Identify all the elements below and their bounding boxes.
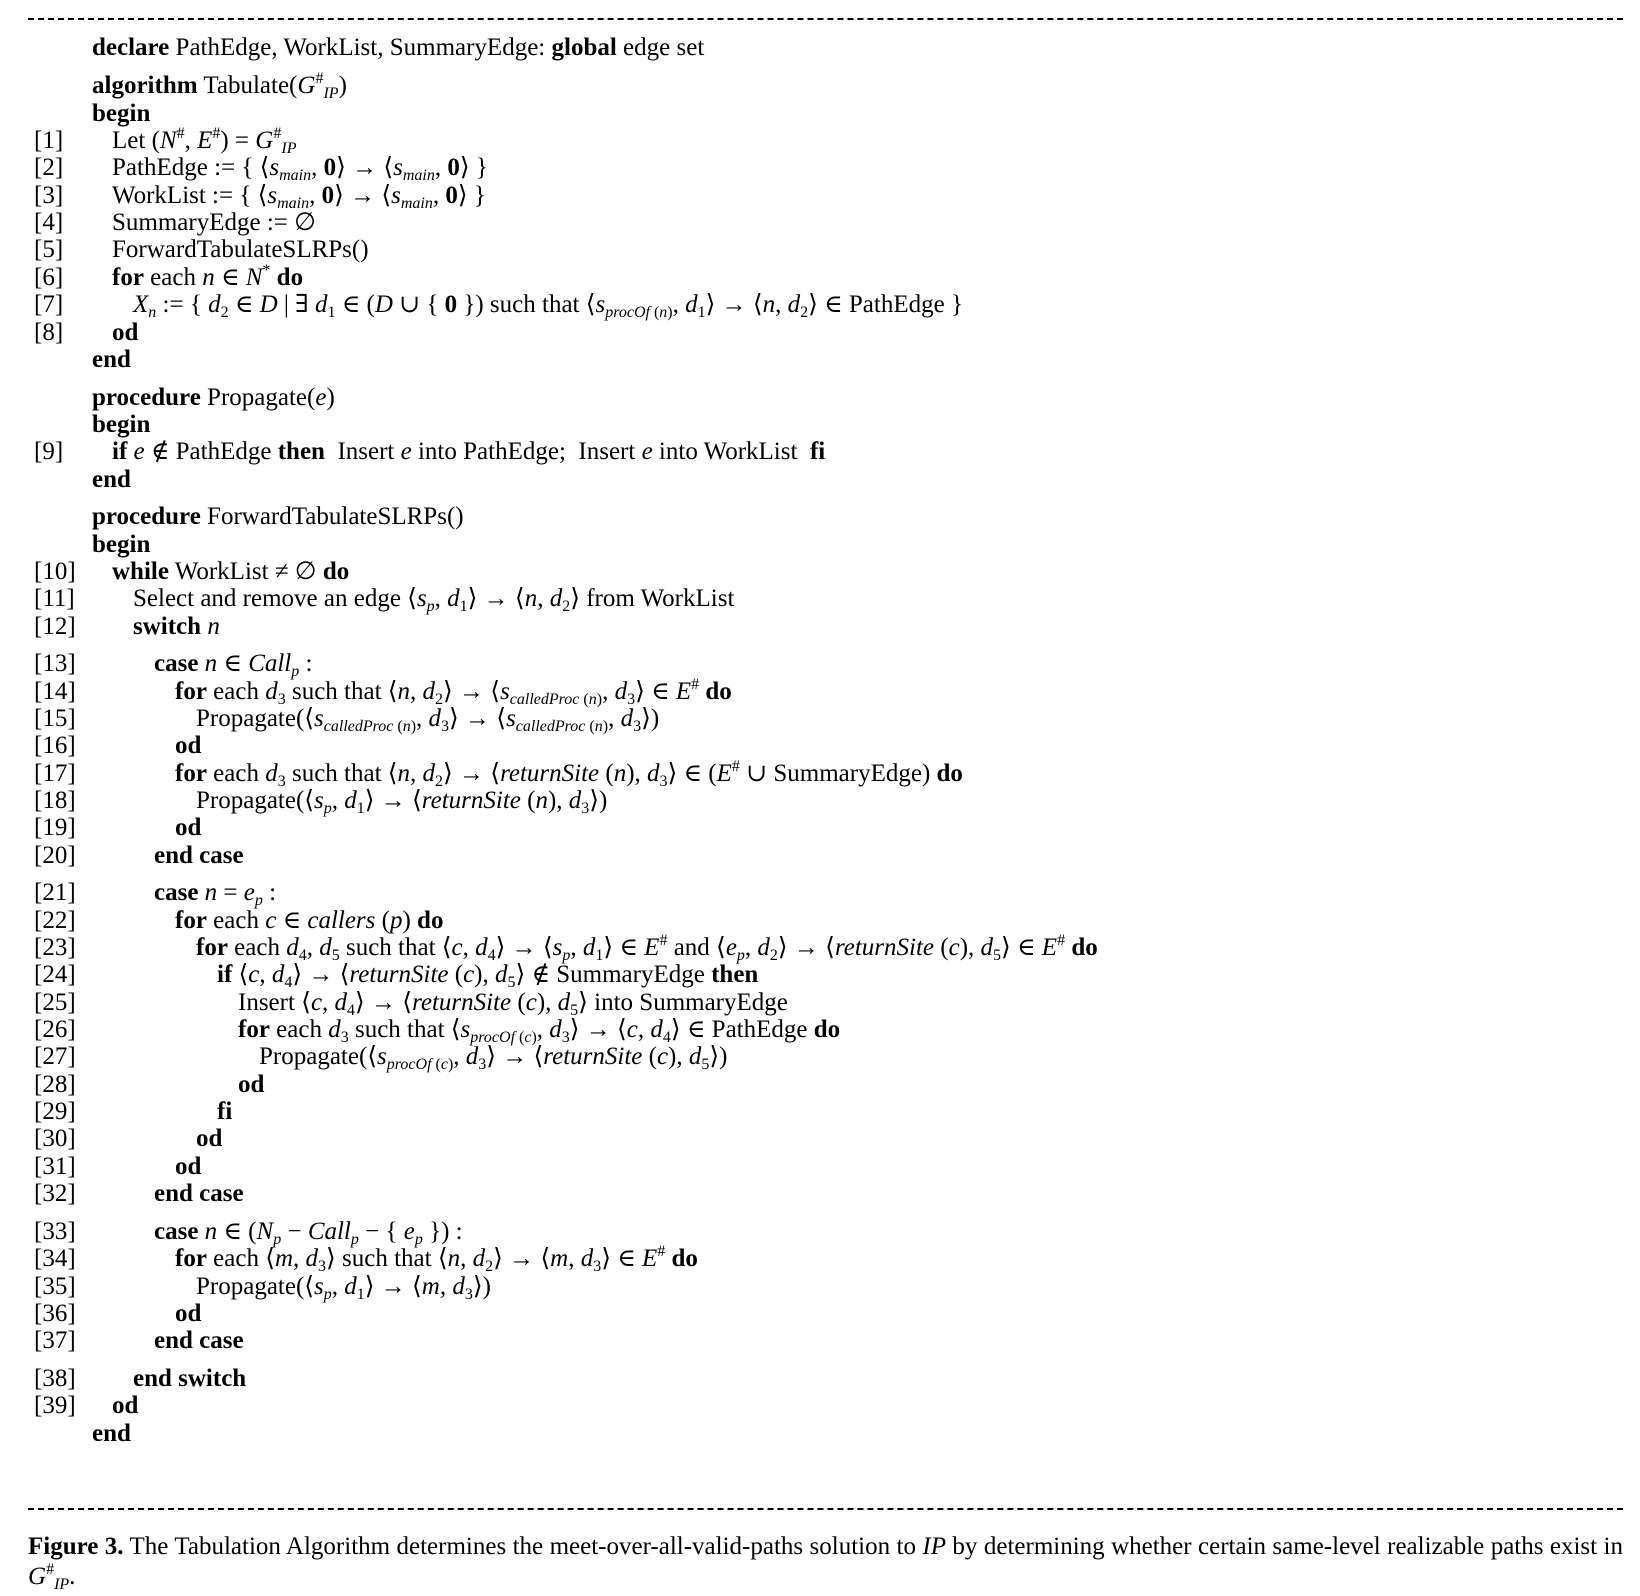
code-line [0,961,1640,989]
line-number: [13] [34,650,76,677]
line-number: [25] [34,989,76,1016]
code-text: begin [92,531,151,558]
code-text: od [175,814,202,841]
line-number: [27] [34,1043,76,1070]
code-line [0,72,1640,100]
code-text: od [196,1125,223,1152]
code-line [0,585,1640,613]
code-text: Let (N#, $E^{\#}) = G^{\#}_{IP}$ [112,125,297,157]
code-line [0,127,1640,155]
code-text: if ⟨c, $d_4⟩$ → ⟨returnSite (c), $d_5⟩$ ∉ SummaryEdge then [217,961,759,991]
code-text: begin [92,100,151,127]
code-line [0,236,1640,264]
line-number: [12] [34,613,76,640]
code-line [0,209,1640,237]
code-text: $Propagate(⟨s_p$, $d_1⟩$ → ⟨returnSite (n), $d_3⟩$) [196,787,608,817]
code-line [0,1071,1640,1099]
code-text: od [175,732,202,759]
code-text: end case [154,1327,244,1354]
line-number: [31] [34,1153,76,1180]
line-number: [10] [34,558,76,585]
line-number: [26] [34,1016,76,1043]
code-text: od [175,1300,202,1327]
code-line [0,438,1640,466]
code-line [0,34,1640,62]
code-line [0,1016,1640,1044]
code-line [0,384,1640,412]
code-line [0,100,1640,128]
code-line [0,1420,1640,1448]
code-line [0,291,1640,319]
code-text: od [112,1392,139,1419]
code-line [0,154,1640,182]
code-text: for each ⟨m, $d_3⟩$ such that ⟨n, $d_2⟩$ → ⟨m, $d_3⟩$ ∈ E# do [175,1243,698,1275]
code-line [0,1245,1640,1273]
code-line [0,907,1640,935]
code-text: Insert ⟨c, $d_4⟩$ → ⟨returnSite (c), $d_5⟩$ into SummaryEdge [238,989,788,1019]
code-line [0,814,1640,842]
line-number: [15] [34,705,76,732]
line-number: [32] [34,1180,76,1207]
code-line [0,1365,1640,1393]
code-text: case n ∈ Call$_p$ : [154,650,313,680]
code-text: algorithm $Tabulate(G^{\#}_{IP})$ [92,70,347,102]
code-text: for each $d_3$ such that ⟨n, $d_2⟩$ → ⟨returnSite (n), $d_3⟩$ ∈ (E# ∪ SummaryEdge) do [175,758,963,790]
code-text: procedure ForwardTabulateSLRPs() [92,503,464,530]
code-text: od [238,1071,265,1098]
line-number: [3] [34,182,64,209]
line-number: [21] [34,879,76,906]
code-line [0,558,1640,586]
code-text: end case [154,842,244,869]
code-line [0,760,1640,788]
code-text: for each c ∈ callers (p) do [175,907,444,934]
line-number: [16] [34,732,76,759]
code-line [0,1043,1640,1071]
code-line [0,503,1640,531]
code-line [0,1218,1640,1246]
code-line [0,319,1640,347]
code-text: Select and remove an edge $⟨s_p$, $d_1⟩$ → ⟨n, $d_2⟩$ from WorkList [133,585,735,615]
code-line [0,411,1640,439]
line-number: [22] [34,907,76,934]
line-number: [30] [34,1125,76,1152]
code-line [0,787,1640,815]
line-number: [29] [34,1098,76,1125]
code-line [0,989,1640,1017]
code-text: fi [217,1098,233,1125]
line-number: [24] [34,961,76,988]
line-number: [19] [34,814,76,841]
line-number: [34] [34,1245,76,1272]
code-text: end [92,1420,131,1447]
code-text: for each $d_4$, $d_5$ such that ⟨c, $d_4⟩$ → $⟨s_p$, $d_1⟩$ ∈ E# and $⟨e_p$, $d_2⟩$ → ⟨returnSite (c), $d_5⟩$ ∈ E# do [196,932,1098,964]
line-number: [17] [34,760,76,787]
code-text: $Propagate(⟨s_{calledProc (n)}$, $d_3⟩$ → $⟨s_{calledProc (n)}$, $d_3⟩$) [196,705,660,735]
line-number: [7] [34,291,64,318]
code-text: case n ∈ ($N_p$ − Call$_p$ − { $e_p$ }) : [154,1218,463,1248]
line-number: [4] [34,209,64,236]
code-text: if e ∉ PathEdge then Insert e into PathEdge; Insert e into WorkList fi [112,438,826,465]
line-number: [6] [34,264,64,291]
line-number: [35] [34,1273,76,1300]
code-line [0,346,1640,374]
code-text: $Propagate(⟨s_{procOf (c)}$, $d_3⟩$ → ⟨returnSite (c), $d_5⟩$) [259,1043,728,1073]
bottom-dashed-rule [28,1508,1623,1510]
line-number: [20] [34,842,76,869]
code-line [0,613,1640,641]
code-line [0,705,1640,733]
top-dashed-rule [28,18,1623,20]
line-number: [36] [34,1300,76,1327]
code-line [0,1392,1640,1420]
line-number: [2] [34,154,64,181]
code-text: end switch [133,1365,247,1392]
code-line [0,879,1640,907]
code-text: for each n ∈ N* do [112,262,304,291]
code-text: begin [92,411,151,438]
code-text: while WorkList ≠ ∅ do [112,558,350,585]
code-text: end [92,346,131,373]
line-number: [9] [34,438,64,465]
line-number: [38] [34,1365,76,1392]
code-line [0,934,1640,962]
code-text: for each $d_3$ such that $⟨s_{procOf (c)}$, $d_3⟩$ → ⟨c, $d_4⟩$ ∈ PathEdge do [238,1016,841,1046]
caption-text: The Tabulation Algorithm determines the meet-over-all-valid-paths solution to IP by determining whether certain same-level realizable paths exist in $G^{\#}_{IP}$. [28,1533,1623,1593]
figure-caption [28,1532,1623,1592]
code-text: WorkList := { $⟨s_{main}$, 0⟩ → $⟨s_{main}$, 0⟩ } [112,182,486,212]
code-text: od [175,1153,202,1180]
line-number: [8] [34,319,64,346]
code-text: ForwardTabulateSLRPs() [112,236,369,263]
code-text: switch n [133,613,220,640]
line-number: [23] [34,934,76,961]
code-line [0,1327,1640,1355]
code-line [0,1180,1640,1208]
line-number: [14] [34,678,76,705]
code-line [0,466,1640,494]
code-text: case $n = e_p$ : [154,879,277,909]
code-text: procedure Propagate(e) [92,384,335,411]
code-line [0,842,1640,870]
caption-label: Figure 3. [28,1533,124,1560]
code-text: declare PathEdge, WorkList, SummaryEdge: global edge set [92,34,705,61]
line-number: [11] [34,585,75,612]
code-line [0,678,1640,706]
code-text: SummaryEdge := ∅ [112,209,316,236]
code-text: od [112,319,139,346]
line-number: [1] [34,127,64,154]
code-text: end case [154,1180,244,1207]
code-line [0,732,1640,760]
code-line [0,650,1640,678]
code-text: $Propagate(⟨s_p$, $d_1⟩$ → ⟨m, $d_3⟩$) [196,1273,491,1303]
code-line [0,1125,1640,1153]
line-number: [37] [34,1327,76,1354]
code-line [0,1098,1640,1126]
line-number: [39] [34,1392,76,1419]
code-line [0,1300,1640,1328]
code-text: $X_n$ := { $d_2$ ∈ D | ∃ $d_1$ ∈ (D ∪ { 0 }) such that $⟨s_{procOf (n)}$, $d_1⟩$ → ⟨n, $d_2⟩$ ∈ PathEdge } [133,291,963,321]
code-text: PathEdge := { $⟨s_{main}$, 0⟩ → $⟨s_{main}$, 0⟩ } [112,154,488,184]
code-line [0,264,1640,292]
line-number: [5] [34,236,64,263]
line-number: [33] [34,1218,76,1245]
code-line [0,1153,1640,1181]
code-text: for each $d_3$ such that ⟨n, $d_2⟩$ → $⟨s_{calledProc (n)}$, $d_3⟩$ ∈ E# do [175,676,732,708]
code-line [0,1273,1640,1301]
line-number: [18] [34,787,76,814]
line-number: [28] [34,1071,76,1098]
code-line [0,182,1640,210]
code-line [0,531,1640,559]
code-text: end [92,466,131,493]
